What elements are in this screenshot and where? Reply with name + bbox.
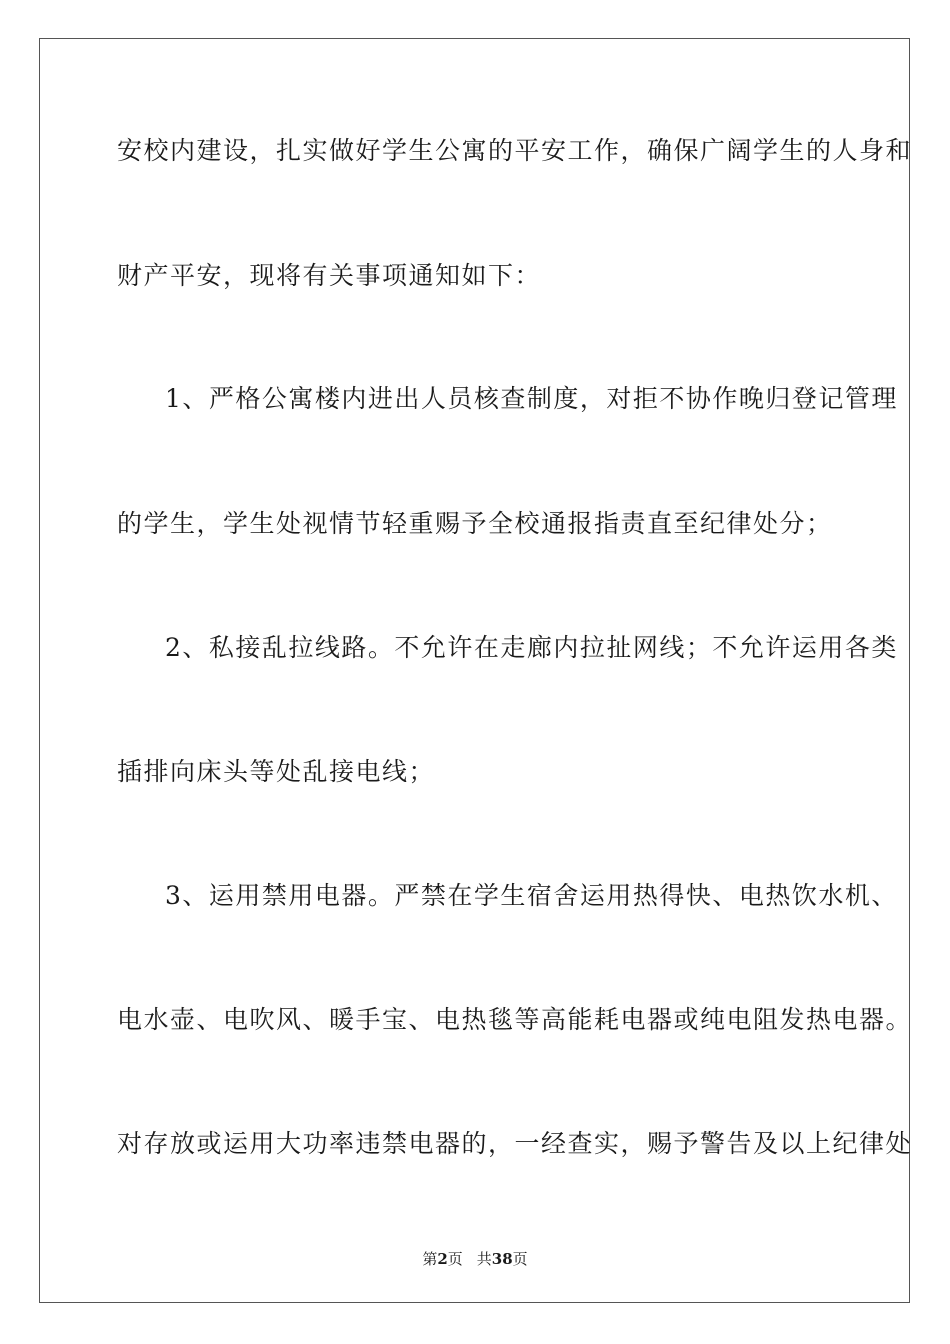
- page-prefix: 第: [422, 1250, 438, 1268]
- body-line-6: 插排向床头等处乱接电线；: [117, 757, 436, 786]
- body-line-5: 2、私接乱拉线路。不允许在走廊内拉扯网线；不允许运用各类: [165, 633, 898, 662]
- total-pages: 38: [491, 1250, 513, 1268]
- body-line-2: 财产平安，现将有关事项通知如下：: [117, 261, 542, 290]
- page-suffix: 页: [447, 1250, 463, 1268]
- total-suffix: 页: [512, 1250, 528, 1268]
- page-footer: [0, 1248, 950, 1269]
- body-line-7: 3、运用禁用电器。严禁在学生宿舍运用热得快、电热饮水机、: [165, 881, 898, 910]
- page-number: 2: [437, 1250, 448, 1268]
- total-prefix: 共: [476, 1250, 492, 1268]
- body-line-8: 电水壶、电吹风、暖手宝、电热毯等高能耗电器或纯电阻发热电器。: [117, 1005, 913, 1034]
- body-line-3: 1、严格公寓楼内进出人员核查制度，对拒不协作晚归登记管理: [165, 384, 898, 413]
- page-border: [39, 38, 913, 1303]
- body-line-4: 的学生，学生处视情节轻重赐予全校通报指责直至纪律处分；: [117, 509, 833, 538]
- body-line-1: 安校内建设，扎实做好学生公寓的平安工作，确保广阔学生的人身和: [117, 136, 913, 165]
- body-line-9: 对存放或运用大功率违禁电器的，一经查实，赐予警告及以上纪律处: [117, 1129, 913, 1158]
